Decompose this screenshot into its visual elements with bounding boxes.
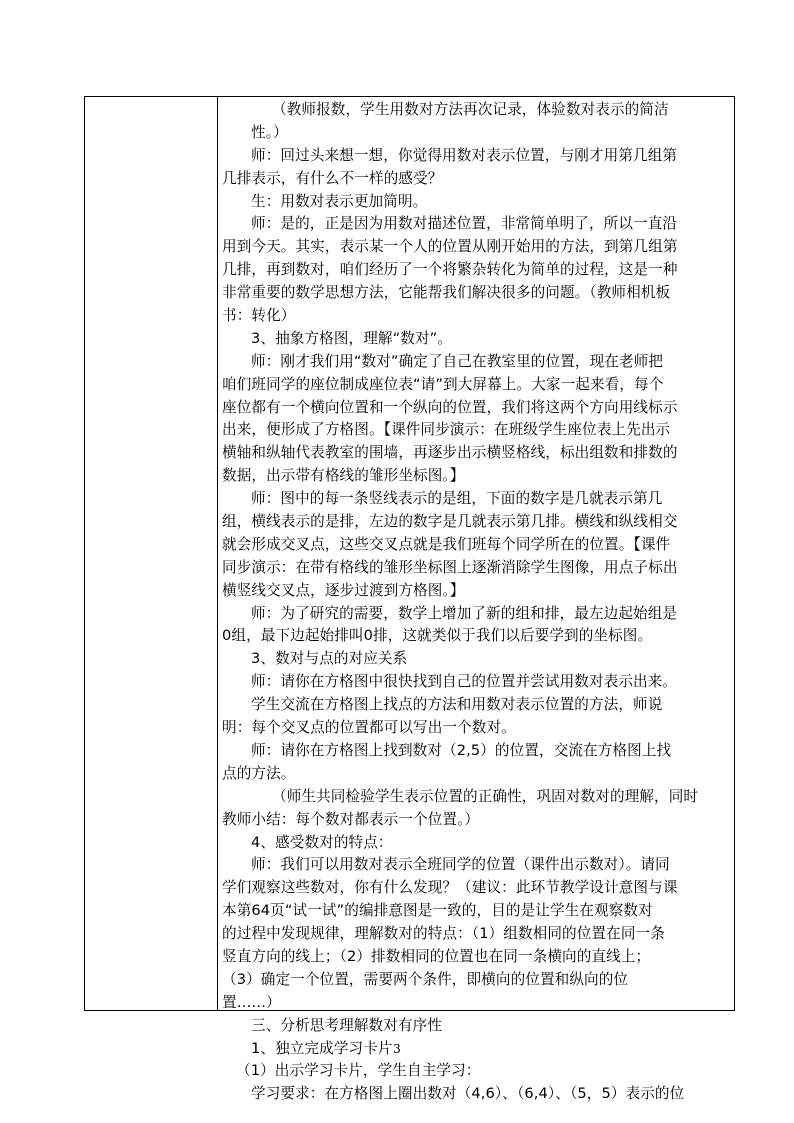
text-line: 就会形成交叉点，这些交叉点就是我们班每个同学所在的位置。【课件 — [222, 535, 671, 553]
text-line: 咱们班同学的座位制成座位表“请”到大屏幕上。大家一起来看，每个 — [222, 375, 664, 393]
text-line: 点的方法。 — [222, 764, 296, 782]
text-line: 几排表示，有什么不一样的感受？ — [222, 169, 443, 187]
text-line: 三、分析思考理解数对有序性 — [251, 1016, 443, 1034]
text-line: 的过程中发现规律，理解数对的特点：（1）组数相同的位置在同一条 — [222, 925, 665, 943]
lesson-text-cell — [222, 99, 730, 1106]
text-line: （教师报数，学生用数对方法再次记录，体验数对表示的简洁 — [272, 101, 669, 118]
text-line: 学习要求：在方格图上圈出数对（4,6）、（6,4）、（5，5）表示的位 — [251, 1085, 685, 1103]
text-line: 师：为了研究的需要，数学上增加了新的组和排，最左边起始组是 — [251, 604, 678, 622]
text-line: 明：每个交叉点的位置都可以写出一个数对。 — [222, 719, 516, 737]
text-line: 数据，出示带有格线的雏形坐标图。】 — [222, 467, 465, 485]
text-line: 4、感受数对的特点： — [251, 833, 393, 851]
text-line: 组，横线表示的是排，左边的数字是几就表示第几排。横线和纵线相交 — [222, 513, 678, 531]
text-line: 生：用数对表示更加简明。 — [251, 192, 428, 210]
text-line: 教师小结：每个数对都表示一个位置。） — [222, 810, 480, 828]
text-line: 性。） — [251, 123, 288, 141]
text-line: 几排，再到数对，咱们经历了一个将繁杂转化为简单的过程，这是一种 — [222, 261, 678, 279]
page-number: 3 — [393, 1042, 401, 1056]
text-line: 置……） — [222, 993, 281, 1011]
text-line: 师：回过头来想一想，你觉得用数对表示位置，与刚才用第几组第 — [251, 146, 678, 164]
text-line: 横竖线交叉点，逐步过渡到方格图。】 — [222, 581, 465, 599]
text-line: 师：刚才我们用“数对”确定了自己在教室里的位置，现在老师把 — [251, 352, 664, 370]
text-line: 非常重要的数学思想方法，它能帮我们解决很多的问题。（教师相机板 — [222, 284, 671, 302]
text-line: 3、抽象方格图，理解“数对”。 — [251, 329, 453, 347]
text-line: （师生共同检验学生表示位置的正确性，巩固对数对的理解，同时 — [272, 787, 699, 805]
text-line: 横轴和纵轴代表教室的围墙，再逐步出示横竖格线，标出组数和排数的 — [222, 444, 678, 462]
text-line: 0组，最下边起始排叫0排，这就类似于我们以后要学到的坐标图。 — [222, 627, 653, 645]
text-line: 用到今天。其实，表示某一个人的位置从刚开始用的方法，到第几组第 — [222, 238, 678, 256]
text-line: 同步演示：在带有格线的雏形坐标图上逐渐消除学生图像，用点子标出 — [222, 558, 678, 576]
text-line: （1）出示学习卡片，学生自主学习： — [236, 1062, 481, 1080]
text-line: 座位都有一个横向位置和一个纵向的位置，我们将这两个方向用线标示 — [222, 398, 678, 416]
text-line: （3）确定一个位置，需要两个条件，即横向的位置和纵向的位 — [222, 970, 629, 988]
text-line: 3、数对与点的对应关系 — [251, 650, 408, 668]
text-line: 书：转化） — [222, 307, 296, 325]
text-line: 学们观察这些数对，你有什么发现？（建议：此环节教学设计意图与课 — [222, 879, 678, 897]
text-line: 本第64页“试一试”的编排意图是一致的，目的是让学生在观察数对 — [222, 902, 653, 920]
text-line: 学生交流在方格图上找点的方法和用数对表示位置的方法，师说 — [251, 696, 663, 714]
text-line: 竖直方向的线上；（2）排数相同的位置也在同一条横向的直线上； — [222, 947, 651, 965]
text-line: 师：我们可以用数对表示全班同学的位置（课件出示数对）。请同 — [251, 856, 670, 874]
text-line: 师：是的，正是因为用数对描述位置，非常简单明了，所以一直沿 — [251, 215, 678, 233]
text-line: 师：图中的每一条竖线表示的是组，下面的数字是几就表示第几 — [251, 490, 663, 508]
text-line: 师：请你在方格图上找到数对（2,5）的位置，交流在方格图上找 — [251, 741, 672, 759]
text-line: 出来，便形成了方格图。【课件同步演示：在班级学生座位表上先出示 — [222, 421, 671, 439]
table-column-divider — [217, 96, 218, 1011]
text-line: 1、独立完成学习卡片 — [251, 1039, 393, 1057]
text-line: 师：请你在方格图中很快找到自己的位置并尝试用数对表示出来。 — [251, 673, 678, 691]
